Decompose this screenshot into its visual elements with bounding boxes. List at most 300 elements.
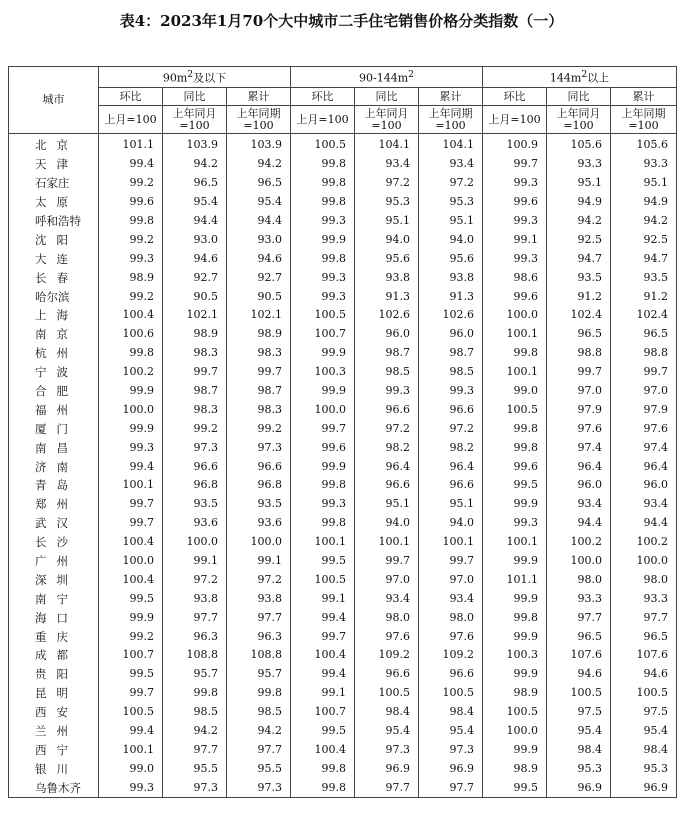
index-value: 99.4: [99, 457, 163, 476]
index-value: 99.4: [99, 155, 163, 174]
index-value: 94.2: [163, 155, 227, 174]
base-header: 上年同期 =100: [611, 106, 677, 134]
index-value: 95.1: [419, 212, 483, 231]
table-row: [9, 419, 677, 438]
index-value: 99.7: [99, 684, 163, 703]
index-value: 99.7: [419, 552, 483, 571]
index-value: 93.4: [419, 155, 483, 174]
table-row: [9, 382, 677, 401]
city-name: 昆明: [9, 684, 99, 703]
index-value: 99.3: [99, 438, 163, 457]
index-value: 93.0: [163, 230, 227, 249]
index-value: 97.3: [227, 438, 291, 457]
index-value: 99.9: [99, 382, 163, 401]
city-name: 大连: [9, 249, 99, 268]
table-row: [9, 722, 677, 741]
city-name: 厦门: [9, 419, 99, 438]
index-value: 98.4: [547, 741, 611, 760]
index-value: 109.2: [419, 646, 483, 665]
index-value: 100.2: [547, 533, 611, 552]
table-row: [9, 684, 677, 703]
index-value: 99.7: [483, 155, 547, 174]
index-value: 100.4: [99, 570, 163, 589]
index-value: 99.6: [99, 193, 163, 212]
index-value: 96.8: [227, 476, 291, 495]
index-value: 100.5: [611, 684, 677, 703]
index-value: 98.3: [227, 344, 291, 363]
index-value: 99.3: [99, 778, 163, 797]
index-value: 100.4: [99, 306, 163, 325]
index-value: 95.6: [355, 249, 419, 268]
index-value: 99.2: [99, 627, 163, 646]
index-value: 97.3: [227, 778, 291, 797]
index-value: 96.5: [547, 627, 611, 646]
index-value: 95.1: [547, 174, 611, 193]
index-value: 97.2: [355, 419, 419, 438]
index-value: 94.6: [163, 249, 227, 268]
index-value: 95.4: [163, 193, 227, 212]
table-row: [9, 514, 677, 533]
index-value: 99.9: [291, 230, 355, 249]
index-value: 100.0: [227, 533, 291, 552]
index-value: 97.7: [419, 778, 483, 797]
index-value: 101.1: [483, 570, 547, 589]
index-value: 100.5: [291, 570, 355, 589]
index-value: 100.5: [483, 400, 547, 419]
index-value: 98.0: [419, 608, 483, 627]
index-value: 91.3: [419, 287, 483, 306]
index-value: 99.4: [291, 665, 355, 684]
index-value: 93.8: [227, 589, 291, 608]
index-value: 96.3: [163, 627, 227, 646]
index-value: 99.7: [547, 363, 611, 382]
index-value: 94.6: [227, 249, 291, 268]
index-value: 100.3: [483, 646, 547, 665]
index-value: 95.4: [355, 722, 419, 741]
index-value: 96.5: [227, 174, 291, 193]
index-value: 95.1: [611, 174, 677, 193]
index-value: 100.6: [99, 325, 163, 344]
index-value: 99.6: [483, 287, 547, 306]
index-value: 99.9: [291, 457, 355, 476]
index-value: 99.8: [291, 476, 355, 495]
index-value: 96.6: [355, 665, 419, 684]
table-row: [9, 570, 677, 589]
index-value: 94.6: [611, 665, 677, 684]
city-column-header: 城市: [9, 67, 99, 134]
index-value: 96.3: [227, 627, 291, 646]
city-name: 福州: [9, 400, 99, 419]
city-name: 武汉: [9, 514, 99, 533]
index-value: 97.7: [547, 608, 611, 627]
index-value: 108.8: [163, 646, 227, 665]
index-value: 93.4: [355, 155, 419, 174]
index-value: 99.7: [163, 363, 227, 382]
index-value: 99.9: [99, 419, 163, 438]
index-value: 99.8: [99, 212, 163, 231]
index-value: 104.1: [355, 134, 419, 155]
index-value: 99.5: [99, 589, 163, 608]
index-value: 96.0: [547, 476, 611, 495]
index-value: 94.2: [611, 212, 677, 231]
city-name: 长春: [9, 268, 99, 287]
index-value: 95.5: [227, 759, 291, 778]
table-row: [9, 287, 677, 306]
index-value: 99.8: [227, 684, 291, 703]
index-value: 92.7: [227, 268, 291, 287]
index-value: 97.9: [611, 400, 677, 419]
index-value: 98.0: [611, 570, 677, 589]
index-value: 99.8: [291, 174, 355, 193]
city-name: 石家庄: [9, 174, 99, 193]
index-value: 100.5: [99, 703, 163, 722]
index-value: 102.1: [227, 306, 291, 325]
base-header: 上年同期 =100: [227, 106, 291, 134]
table-row: [9, 665, 677, 684]
index-value: 99.6: [291, 438, 355, 457]
index-value: 99.8: [483, 344, 547, 363]
table-row: [9, 363, 677, 382]
index-value: 94.2: [163, 722, 227, 741]
city-name: 宁波: [9, 363, 99, 382]
city-name: 南京: [9, 325, 99, 344]
index-value: 96.6: [163, 457, 227, 476]
table-row: [9, 457, 677, 476]
index-value: 93.5: [547, 268, 611, 287]
index-value: 97.0: [419, 570, 483, 589]
index-value: 96.6: [419, 400, 483, 419]
index-value: 102.6: [419, 306, 483, 325]
index-value: 98.5: [227, 703, 291, 722]
index-value: 99.0: [99, 759, 163, 778]
index-value: 95.7: [227, 665, 291, 684]
city-name: 郑州: [9, 495, 99, 514]
index-value: 96.4: [611, 457, 677, 476]
index-value: 99.2: [99, 174, 163, 193]
table-row: [9, 646, 677, 665]
index-value: 97.7: [163, 608, 227, 627]
index-value: 99.9: [99, 608, 163, 627]
index-value: 98.4: [419, 703, 483, 722]
sub-header: 环比: [291, 88, 355, 106]
city-name: 西宁: [9, 741, 99, 760]
index-value: 98.2: [419, 438, 483, 457]
index-value: 93.8: [355, 268, 419, 287]
group-header-small: $90m^2$及以下: [99, 67, 291, 88]
index-value: 94.0: [419, 514, 483, 533]
city-name: 杭州: [9, 344, 99, 363]
index-value: 105.6: [611, 134, 677, 155]
index-value: 99.9: [483, 552, 547, 571]
table-row: [9, 155, 677, 174]
index-value: 92.5: [547, 230, 611, 249]
index-value: 96.4: [547, 457, 611, 476]
index-value: 94.4: [227, 212, 291, 231]
index-value: 98.9: [227, 325, 291, 344]
city-name: 西安: [9, 703, 99, 722]
index-value: 99.5: [291, 552, 355, 571]
index-value: 95.1: [419, 495, 483, 514]
index-value: 92.5: [611, 230, 677, 249]
index-value: 100.0: [483, 306, 547, 325]
index-value: 94.2: [547, 212, 611, 231]
index-value: 94.9: [547, 193, 611, 212]
index-value: 99.3: [355, 382, 419, 401]
index-value: 100.4: [291, 741, 355, 760]
index-value: 93.5: [227, 495, 291, 514]
index-value: 98.9: [483, 684, 547, 703]
table-row: [9, 400, 677, 419]
index-value: 93.4: [419, 589, 483, 608]
table-row: [9, 230, 677, 249]
index-value: 98.4: [611, 741, 677, 760]
index-value: 102.4: [611, 306, 677, 325]
index-value: 96.4: [355, 457, 419, 476]
index-value: 99.1: [291, 684, 355, 703]
index-value: 96.9: [547, 778, 611, 797]
index-value: 98.7: [355, 344, 419, 363]
page-title: 表4：2023年1月70个大中城市二手住宅销售价格分类指数（一）: [119, 12, 564, 30]
group-header-large: $144m^2$以上: [483, 67, 677, 88]
table-row: [9, 703, 677, 722]
index-value: 97.7: [163, 741, 227, 760]
index-value: 99.7: [99, 495, 163, 514]
index-value: 99.3: [419, 382, 483, 401]
base-header: 上年同期 =100: [419, 106, 483, 134]
index-value: 99.9: [483, 495, 547, 514]
index-value: 93.5: [611, 268, 677, 287]
index-value: 99.2: [163, 419, 227, 438]
index-value: 96.5: [611, 325, 677, 344]
index-value: 99.7: [355, 552, 419, 571]
city-name: 青岛: [9, 476, 99, 495]
index-value: 95.3: [547, 759, 611, 778]
index-value: 98.3: [163, 344, 227, 363]
index-value: 100.0: [99, 400, 163, 419]
index-value: 99.3: [291, 287, 355, 306]
index-value: 96.8: [163, 476, 227, 495]
table-row: [9, 325, 677, 344]
index-value: 99.3: [291, 268, 355, 287]
city-name: 沈阳: [9, 230, 99, 249]
index-value: 96.9: [611, 778, 677, 797]
index-value: 97.6: [419, 627, 483, 646]
index-value: 97.3: [163, 438, 227, 457]
index-value: 99.3: [483, 212, 547, 231]
index-value: 100.7: [291, 325, 355, 344]
base-header: 上年同月 =100: [355, 106, 419, 134]
index-value: 103.9: [163, 134, 227, 155]
table-row: [9, 476, 677, 495]
index-value: 97.6: [611, 419, 677, 438]
city-name: 呼和浩特: [9, 212, 99, 231]
index-value: 98.9: [99, 268, 163, 287]
index-value: 97.7: [611, 608, 677, 627]
index-value: 93.4: [355, 589, 419, 608]
index-value: 100.2: [611, 533, 677, 552]
index-value: 99.6: [483, 193, 547, 212]
city-name: 哈尔滨: [9, 287, 99, 306]
city-name: 重庆: [9, 627, 99, 646]
index-value: 95.4: [419, 722, 483, 741]
index-value: 94.9: [611, 193, 677, 212]
sub-header: 累计: [419, 88, 483, 106]
index-value: 99.9: [483, 665, 547, 684]
index-value: 99.8: [163, 684, 227, 703]
index-value: 95.1: [355, 495, 419, 514]
index-value: 100.1: [355, 533, 419, 552]
index-value: 97.2: [355, 174, 419, 193]
index-value: 97.2: [419, 174, 483, 193]
index-value: 94.0: [355, 514, 419, 533]
table-row: [9, 134, 677, 155]
index-value: 99.5: [291, 722, 355, 741]
index-value: 98.9: [483, 759, 547, 778]
index-value: 99.5: [483, 778, 547, 797]
index-value: 95.1: [355, 212, 419, 231]
city-name: 深圳: [9, 570, 99, 589]
index-value: 105.6: [547, 134, 611, 155]
index-value: 103.9: [227, 134, 291, 155]
index-value: 97.7: [227, 741, 291, 760]
index-value: 102.6: [355, 306, 419, 325]
index-value: 93.0: [227, 230, 291, 249]
index-value: 99.8: [291, 193, 355, 212]
index-value: 97.2: [163, 570, 227, 589]
sub-header: 累计: [227, 88, 291, 106]
index-value: 91.2: [611, 287, 677, 306]
table-row: [9, 533, 677, 552]
index-value: 98.0: [355, 608, 419, 627]
price-index-table: [8, 66, 677, 798]
table-row: [9, 589, 677, 608]
index-value: 99.3: [483, 514, 547, 533]
index-value: 98.5: [419, 363, 483, 382]
index-value: 99.1: [291, 589, 355, 608]
index-value: 93.4: [547, 495, 611, 514]
index-value: 99.3: [483, 249, 547, 268]
table-row: [9, 249, 677, 268]
index-value: 97.4: [547, 438, 611, 457]
index-value: 90.5: [227, 287, 291, 306]
index-value: 93.6: [163, 514, 227, 533]
index-value: 99.8: [99, 344, 163, 363]
index-value: 97.5: [611, 703, 677, 722]
index-value: 96.6: [355, 400, 419, 419]
index-value: 97.5: [547, 703, 611, 722]
city-name: 贵阳: [9, 665, 99, 684]
table-row: [9, 778, 677, 797]
index-value: 100.1: [419, 533, 483, 552]
index-value: 93.3: [611, 155, 677, 174]
index-value: 93.4: [611, 495, 677, 514]
index-value: 101.1: [99, 134, 163, 155]
index-value: 96.6: [227, 457, 291, 476]
base-header: 上年同月 =100: [163, 106, 227, 134]
table-row: [9, 344, 677, 363]
index-value: 99.9: [291, 382, 355, 401]
index-value: 100.5: [483, 703, 547, 722]
sub-header: 环比: [99, 88, 163, 106]
index-value: 102.1: [163, 306, 227, 325]
index-value: 100.0: [163, 533, 227, 552]
index-value: 100.4: [291, 646, 355, 665]
city-name: 南宁: [9, 589, 99, 608]
city-name: 济南: [9, 457, 99, 476]
index-value: 98.8: [611, 344, 677, 363]
index-value: 97.7: [355, 778, 419, 797]
table-row: [9, 741, 677, 760]
index-value: 107.6: [611, 646, 677, 665]
index-value: 96.0: [355, 325, 419, 344]
index-value: 99.8: [483, 419, 547, 438]
city-name: 北京: [9, 134, 99, 155]
index-value: 97.6: [355, 627, 419, 646]
city-name: 乌鲁木齐: [9, 778, 99, 797]
index-value: 96.0: [611, 476, 677, 495]
index-value: 96.5: [611, 627, 677, 646]
index-value: 93.5: [163, 495, 227, 514]
table-row: [9, 495, 677, 514]
index-value: 100.1: [483, 533, 547, 552]
index-value: 95.5: [163, 759, 227, 778]
index-value: 100.2: [99, 363, 163, 382]
index-value: 99.9: [483, 627, 547, 646]
base-header: 上月=100: [99, 106, 163, 134]
index-value: 99.3: [99, 249, 163, 268]
index-value: 99.5: [99, 665, 163, 684]
index-value: 98.7: [163, 382, 227, 401]
index-value: 107.6: [547, 646, 611, 665]
index-value: 91.2: [547, 287, 611, 306]
table-row: [9, 608, 677, 627]
index-value: 99.7: [99, 514, 163, 533]
index-value: 99.7: [227, 363, 291, 382]
index-value: 97.2: [419, 419, 483, 438]
base-header: 上月=100: [483, 106, 547, 134]
index-value: 95.4: [227, 193, 291, 212]
index-value: 98.0: [547, 570, 611, 589]
index-value: 99.4: [291, 608, 355, 627]
index-value: 100.1: [483, 325, 547, 344]
index-value: 99.9: [483, 741, 547, 760]
index-value: 96.9: [355, 759, 419, 778]
index-value: 92.7: [163, 268, 227, 287]
city-name: 长沙: [9, 533, 99, 552]
index-value: 95.3: [419, 193, 483, 212]
index-value: 100.9: [483, 134, 547, 155]
index-value: 96.0: [419, 325, 483, 344]
index-value: 98.4: [355, 703, 419, 722]
index-value: 98.5: [355, 363, 419, 382]
index-value: 97.3: [355, 741, 419, 760]
table-row: [9, 759, 677, 778]
sub-header: 同比: [355, 88, 419, 106]
index-value: 99.2: [99, 287, 163, 306]
index-value: 99.7: [291, 419, 355, 438]
index-value: 100.1: [99, 741, 163, 760]
index-value: 93.3: [547, 589, 611, 608]
index-value: 98.3: [163, 400, 227, 419]
index-value: 99.5: [483, 476, 547, 495]
index-value: 100.0: [611, 552, 677, 571]
index-value: 99.3: [291, 495, 355, 514]
index-value: 100.7: [99, 646, 163, 665]
city-name: 太原: [9, 193, 99, 212]
index-value: 97.9: [547, 400, 611, 419]
index-value: 99.3: [483, 174, 547, 193]
index-value: 99.2: [227, 419, 291, 438]
